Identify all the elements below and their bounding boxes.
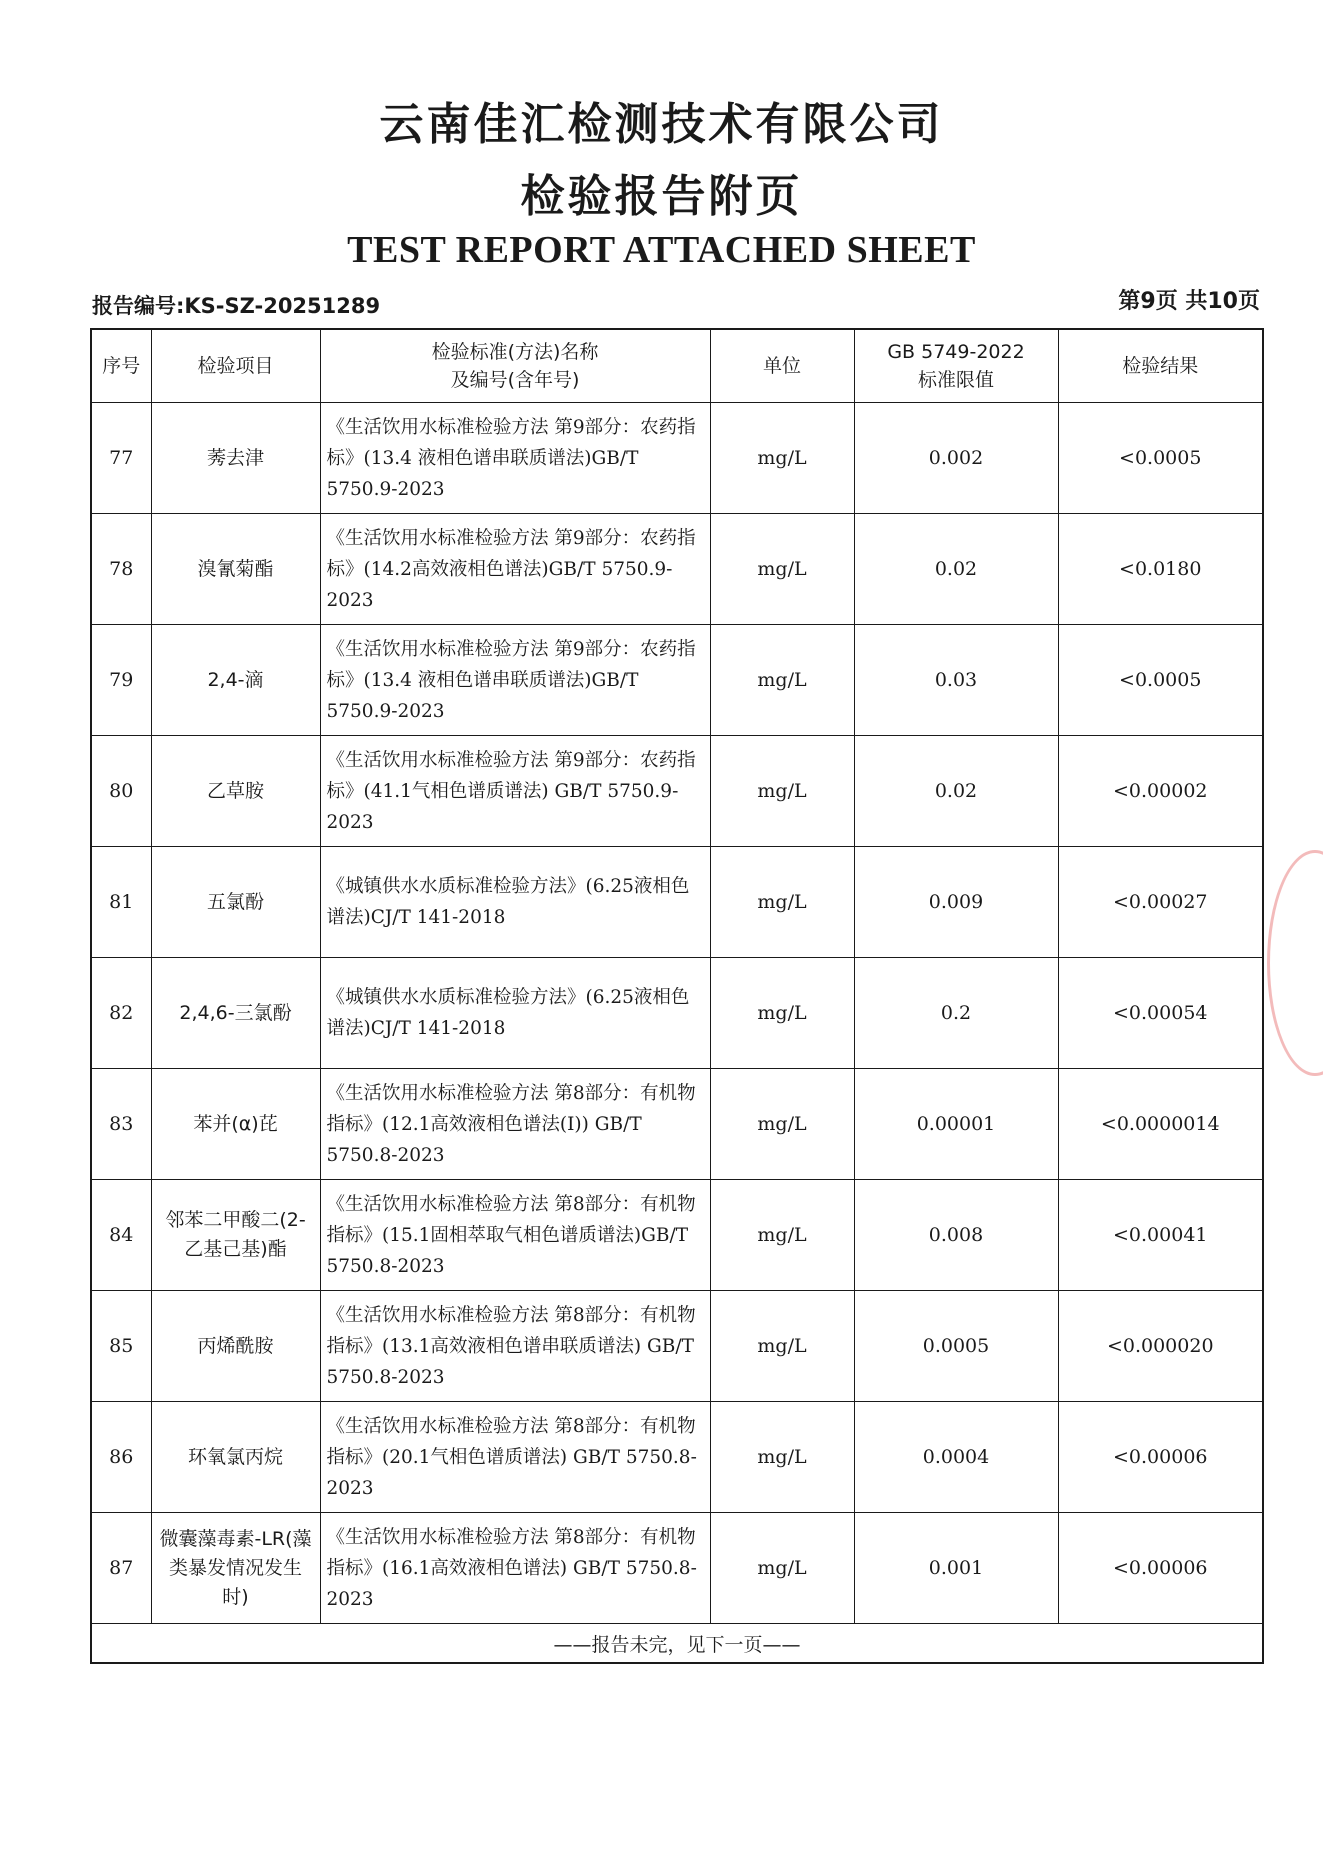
cell-item: 苯并(α)芘 [151, 1069, 320, 1180]
cell-seq: 86 [91, 1402, 151, 1513]
cell-limit: 0.00001 [854, 1069, 1058, 1180]
cell-result: <0.00006 [1058, 1402, 1263, 1513]
cell-unit: mg/L [710, 514, 854, 625]
table-row [91, 958, 1263, 1069]
header-result: 检验结果 [1058, 329, 1263, 403]
cell-seq: 83 [91, 1069, 151, 1180]
cell-item: 溴氰菊酯 [151, 514, 320, 625]
cell-limit: 0.002 [854, 403, 1058, 514]
cell-method: 《生活饮用水标准检验方法 第8部分：有机物指标》(20.1气相色谱质谱法) GB/T 5750.8-2023 [320, 1402, 710, 1513]
header-limit-line2: 标准限值 [917, 369, 994, 391]
cell-result: <0.0005 [1058, 625, 1263, 736]
table-row [91, 403, 1263, 514]
cell-result: <0.0005 [1058, 403, 1263, 514]
table-row [91, 625, 1263, 736]
header-limit-line1: GB 5749-2022 [887, 341, 1025, 363]
cell-unit: mg/L [710, 625, 854, 736]
cell-unit: mg/L [710, 958, 854, 1069]
header-item: 检验项目 [151, 329, 320, 403]
cell-limit: 0.0004 [854, 1402, 1058, 1513]
cell-limit: 0.03 [854, 625, 1058, 736]
cell-result: <0.00027 [1058, 847, 1263, 958]
cell-seq: 87 [91, 1513, 151, 1624]
cell-item: 2,4,6-三氯酚 [151, 958, 320, 1069]
header-method [320, 329, 710, 403]
cell-unit: mg/L [710, 736, 854, 847]
cell-method: 《城镇供水水质标准检验方法》(6.25液相色谱法)CJ/T 141-2018 [320, 847, 710, 958]
cell-seq: 81 [91, 847, 151, 958]
header-limit [854, 329, 1058, 403]
table-header-row [91, 329, 1263, 403]
report-title-cn: 检验报告附页 [520, 171, 803, 222]
page-indicator: 第9页 共10页 [1118, 289, 1260, 314]
report-number: 报告编号:KS-SZ-20251289 [92, 294, 381, 318]
cell-unit: mg/L [710, 403, 854, 514]
cell-method: 《生活饮用水标准检验方法 第9部分：农药指标》(41.1气相色谱质谱法) GB/T 5750.9-2023 [320, 736, 710, 847]
cell-limit: 0.02 [854, 514, 1058, 625]
cell-unit: mg/L [710, 1069, 854, 1180]
cell-result: <0.0180 [1058, 514, 1263, 625]
cell-result: <0.00041 [1058, 1180, 1263, 1291]
cell-limit: 0.009 [854, 847, 1058, 958]
header-method-line1: 检验标准(方法)名称 [431, 341, 599, 363]
continuation-note: ——报告未完，见下一页—— [91, 1624, 1263, 1664]
cell-unit: mg/L [710, 1402, 854, 1513]
cell-limit: 0.0005 [854, 1291, 1058, 1402]
report-title-en: TEST REPORT ATTACHED SHEET [347, 229, 976, 271]
cell-method: 《生活饮用水标准检验方法 第8部分：有机物指标》(13.1高效液相色谱串联质谱法) GB/T 5750.8-2023 [320, 1291, 710, 1402]
cell-method: 《生活饮用水标准检验方法 第8部分：有机物指标》(12.1高效液相色谱法(Ⅰ)) GB/T 5750.8-2023 [320, 1069, 710, 1180]
header-seq: 序号 [91, 329, 151, 403]
cell-seq: 84 [91, 1180, 151, 1291]
table-row [91, 1069, 1263, 1180]
table-row [91, 1513, 1263, 1624]
cell-unit: mg/L [710, 1513, 854, 1624]
cell-item: 乙草胺 [151, 736, 320, 847]
table-row [91, 1180, 1263, 1291]
table-row [91, 1402, 1263, 1513]
cell-result: <0.000020 [1058, 1291, 1263, 1402]
cell-method: 《生活饮用水标准检验方法 第9部分：农药指标》(13.4 液相色谱串联质谱法)GB/T 5750.9-2023 [320, 403, 710, 514]
cell-method: 《生活饮用水标准检验方法 第9部分：农药指标》(14.2高效液相色谱法)GB/T 5750.9-2023 [320, 514, 710, 625]
cell-limit: 0.2 [854, 958, 1058, 1069]
cell-item: 微囊藻毒素-LR(藻类暴发情况发生时) [151, 1513, 320, 1624]
table-row [91, 514, 1263, 625]
cell-item: 环氧氯丙烷 [151, 1402, 320, 1513]
table-row [91, 1291, 1263, 1402]
table-row [91, 736, 1263, 847]
cell-result: <0.00054 [1058, 958, 1263, 1069]
cell-item: 丙烯酰胺 [151, 1291, 320, 1402]
cell-seq: 77 [91, 403, 151, 514]
cell-item: 莠去津 [151, 403, 320, 514]
cell-seq: 79 [91, 625, 151, 736]
cell-result: <0.00002 [1058, 736, 1263, 847]
cell-method: 《生活饮用水标准检验方法 第8部分：有机物指标》(16.1高效液相色谱法) GB/T 5750.8-2023 [320, 1513, 710, 1624]
results-table [90, 328, 1264, 1664]
header-method-line2: 及编号(含年号) [450, 369, 580, 391]
cell-item: 邻苯二甲酸二(2-乙基己基)酯 [151, 1180, 320, 1291]
cell-unit: mg/L [710, 1291, 854, 1402]
company-name: 云南佳汇检测技术有限公司 [379, 99, 944, 150]
seal-stamp [1267, 850, 1323, 1076]
cell-seq: 85 [91, 1291, 151, 1402]
cell-result: <0.00006 [1058, 1513, 1263, 1624]
cell-limit: 0.008 [854, 1180, 1058, 1291]
cell-seq: 80 [91, 736, 151, 847]
table-row [91, 847, 1263, 958]
table-footer-row [91, 1624, 1263, 1664]
cell-unit: mg/L [710, 847, 854, 958]
cell-limit: 0.001 [854, 1513, 1058, 1624]
cell-method: 《生活饮用水标准检验方法 第9部分：农药指标》(13.4 液相色谱串联质谱法)GB/T 5750.9-2023 [320, 625, 710, 736]
cell-limit: 0.02 [854, 736, 1058, 847]
cell-seq: 78 [91, 514, 151, 625]
header-unit: 单位 [710, 329, 854, 403]
cell-item: 五氯酚 [151, 847, 320, 958]
cell-seq: 82 [91, 958, 151, 1069]
cell-item: 2,4-滴 [151, 625, 320, 736]
cell-result: <0.0000014 [1058, 1069, 1263, 1180]
cell-method: 《生活饮用水标准检验方法 第8部分：有机物指标》(15.1固相萃取气相色谱质谱法)GB/T 5750.8-2023 [320, 1180, 710, 1291]
cell-unit: mg/L [710, 1180, 854, 1291]
cell-method: 《城镇供水水质标准检验方法》(6.25液相色谱法)CJ/T 141-2018 [320, 958, 710, 1069]
